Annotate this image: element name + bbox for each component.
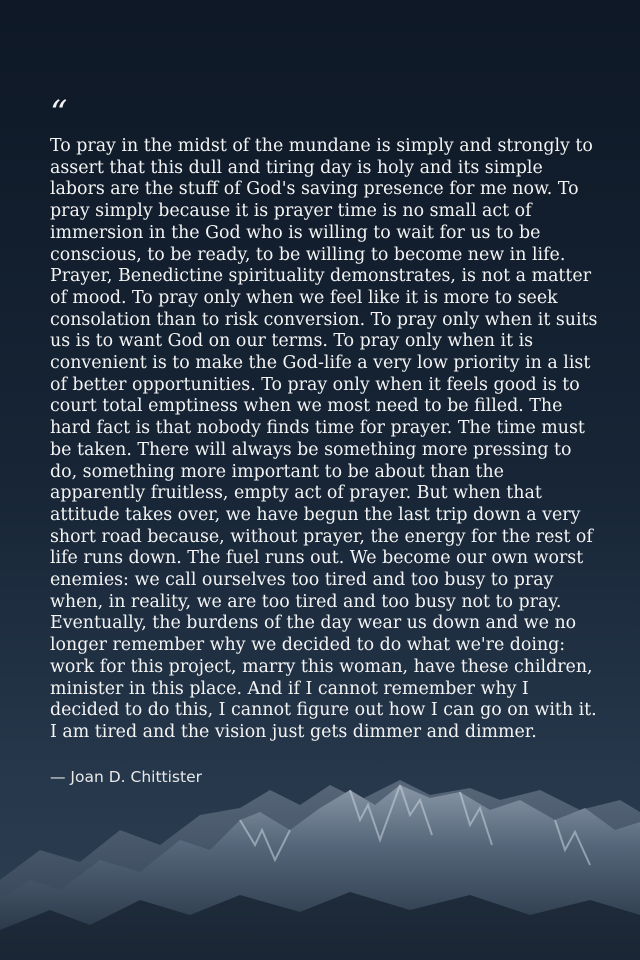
quote-mark-icon: “ xyxy=(50,93,68,133)
quote-text: To pray in the midst of the mundane is simply and strongly to assert that this dull and tiring day is holy and its simple labors are the stuff of God's saving presence for me now. To pray simply because it is prayer time is no small act of immersion in the God who is willing to wait for us to be conscious, to be ready, to be willing to become new in life. Prayer, Benedictine spirituality demonstrates, is not a matter of mood. To pray only when we feel like it is more to seek consolation than to risk conversion. To pray only when it suits us is to want God on our terms. To pray only when it is convenient is to make the God-life a very low priority in a list of better opportunities. To pray only when it feels good is to court total emptiness when we most need to be filled. The hard fact is that nobody finds time for prayer. The time must be taken. There will always be something more pressing to do, something more important to be about than the apparently fruitless, empty act of prayer. But when that attitude takes over, we have begun the last trip down a very short road because, without prayer, the energy for the rest of life runs down. The fuel runs out. We become our own worst enemies: we call ourselves too tired and too busy to pray when, in reality, we are too tired and too busy not to pray. Eventually, the burdens of the day wear us down and we no longer remember why we decided to do what we're doing: work for this project, marry this woman, have these children, minister in this place. And if I cannot remember why I decided to do this, I cannot figure out how I can go on with it. I am tired and the vision just gets dimmer and dimmer. xyxy=(50,136,598,742)
quote-author: — Joan D. Chittister xyxy=(50,767,202,786)
quote-card xyxy=(50,93,600,786)
